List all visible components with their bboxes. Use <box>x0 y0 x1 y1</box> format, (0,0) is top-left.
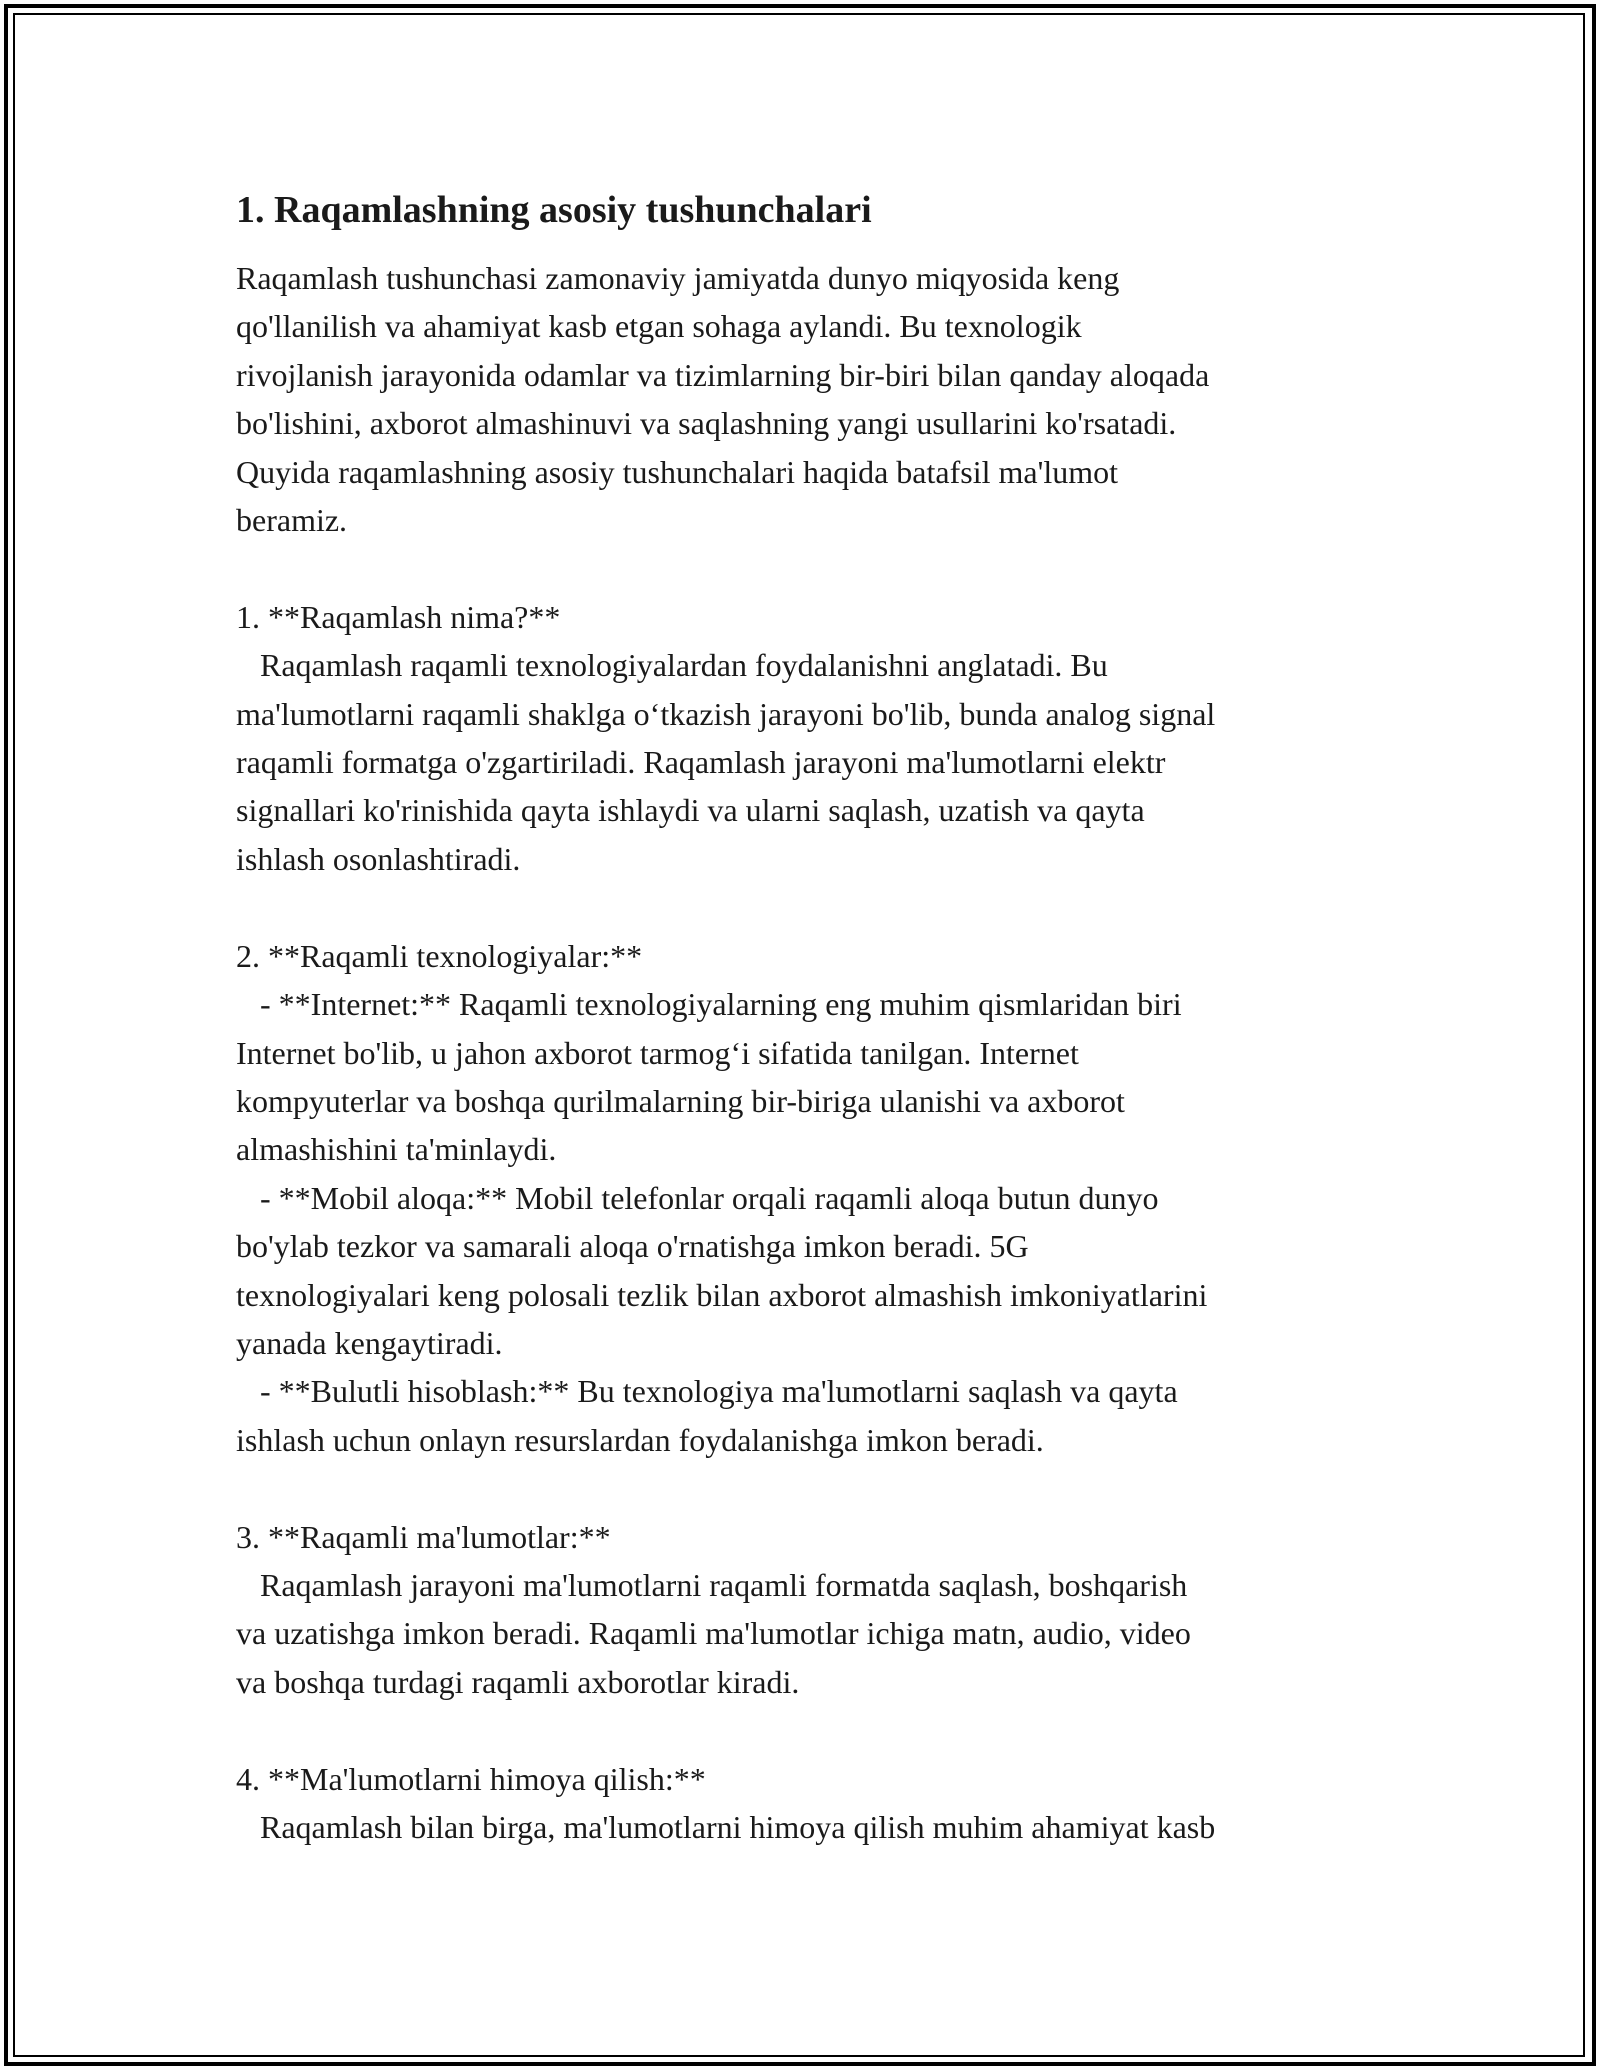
document-content <box>236 186 1376 1851</box>
document-title: 1. Raqamlashning asosiy tushunchalari <box>236 189 872 231</box>
document-body: Raqamlash tushunchasi zamonaviy jamiyatda dunyo miqyosida keng qo'llanilish va ahamiyat kasb etgan sohaga aylandi. Bu texnologik rivojlanish jarayonida odamlar va tizimlarning bir-biri bilan qanday aloqada bo'lishini, axborot almashinuvi va saqlashning yangi usullarini ko'rsatadi. Quyida raqamlashning asosiy tushunchalari haqida batafsil ma'lumot beramiz. 1. **Raqamlash nima?** Raqamlash raqamli texnologiyalardan foydalanishni anglatadi. Bu ma'lumotlarni raqamli shaklga o‘tkazish jarayoni bo'lib, bunda analog signal raqamli formatga o'zgartiriladi. Raqamlash jarayoni ma'lumotlarni elektr signallari ko'rinishida qayta ishlaydi va ularni saqlash, uzatish va qayta ishlash osonlashtiradi. 2. **Raqamli texnologiyalar:** - **Internet:** Raqamli texnologiyalarning eng muhim qismlaridan biri Internet bo'lib, u jahon axborot tarmog‘i sifatida tanilgan. Internet kompyuterlar va boshqa qurilmalarning bir-biriga ulanishi va axborot almashishini ta'minlaydi. - **Mobil aloqa:** Mobil telefonlar orqali raqamli aloqa butun dunyo bo'ylab tezkor va samarali aloqa o'rnatishga imkon beradi. 5G texnologiyalari keng polosali tezlik bilan axborot almashish imkoniyatlarini yanada kengaytiradi. - **Bulutli hisoblash:** Bu texnologiya ma'lumotlarni saqlash va qayta ishlash uchun onlayn resurslardan foydalanishga imkon beradi. 3. **Raqamli ma'lumotlar:** Raqamlash jarayoni ma'lumotlarni raqamli formatda saqlash, boshqarish va uzatishga imkon beradi. Raqamli ma'lumotlar ichiga matn, audio, video va boshqa turdagi raqamli axborotlar kiradi. 4. **Ma'lumotlarni himoya qilish:** Raqamlash bilan birga, ma'lumotlarni himoya qilish muhim ahamiyat kasb <box>236 260 1216 1845</box>
